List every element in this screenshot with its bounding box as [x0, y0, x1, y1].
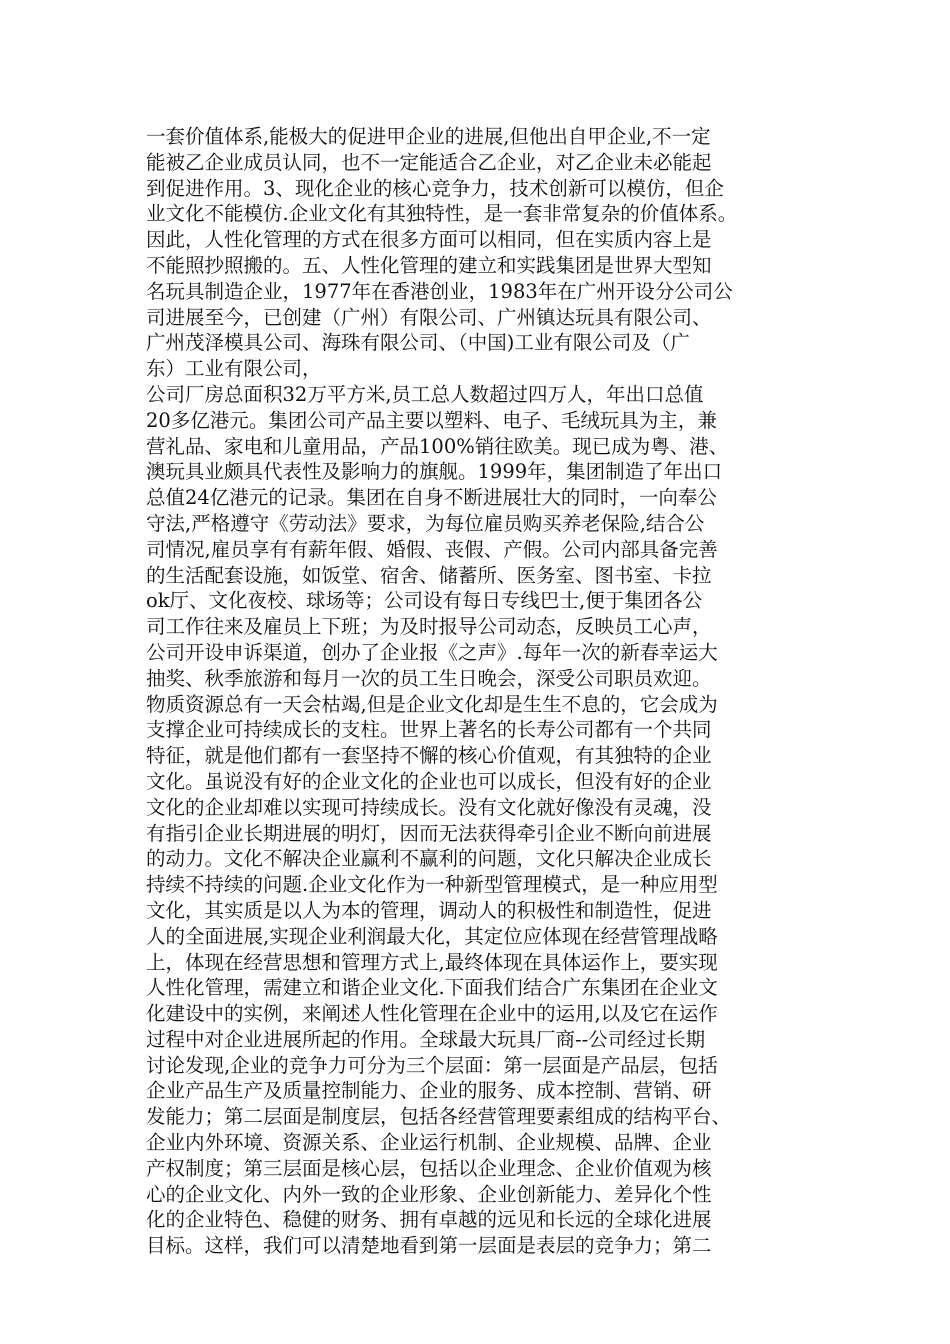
text-line: 过程中对企业进展所起的作用。全球最大玩具厂商--公司经过长期 — [146, 1027, 706, 1051]
text-line: 抽奖、秋季旅游和每月一次的员工生日晚会，深受公司职员欢迎。 — [146, 666, 712, 690]
text-line: 公司厂房总面积32万平方米,员工总人数超过四万人，年出口总值 — [146, 382, 704, 406]
text-line: 文化的企业却难以实现可持续成长。没有文化就好像没有灵魂，没 — [146, 795, 712, 819]
text-line: 文化，其实质是以人为本的管理，调动人的积极性和制造性，促进 — [146, 898, 712, 922]
text-line: 广州茂泽模具公司、海珠有限公司、（中国)工业有限公司及（广 — [146, 331, 690, 355]
text-line: 企业产品生产及质量控制能力、企业的服务、成本控制、营销、研 — [146, 1079, 712, 1103]
text-line: 有指引企业长期进展的明灯，因而无法获得牵引企业不断向前进展 — [146, 821, 712, 845]
text-line: 的动力。文化不解决企业赢利不赢利的问题，文化只解决企业成长 — [146, 847, 712, 871]
text-line: 人的全面进展,实现企业利润最大化，其定位应体现在经营管理战略 — [146, 924, 718, 948]
text-line: 澳玩具业颇具代表性及影响力的旗舰。1999年，集团制造了年出口 — [146, 460, 723, 484]
text-line: 化的企业特色、稳健的财务、拥有卓越的远见和长远的全球化进展 — [146, 1208, 712, 1232]
text-line: 化建设中的实例，来阐述人性化管理在企业中的运用,以及它在运作 — [146, 1002, 718, 1026]
text-line: 讨论发现,企业的竞争力可分为三个层面：第一层面是产品层，包括 — [146, 1053, 718, 1077]
text-line: 名玩具制造企业，1977年在香港创业，1983年在广州开设分公司公 — [146, 279, 733, 303]
text-line: 营礼品、家电和儿童用品，产品100%销往欧美。现已成为粤、港、 — [146, 434, 729, 458]
text-line: 20多亿港元。集团公司产品主要以塑料、电子、毛绒玩具为主，兼 — [146, 408, 717, 432]
text-line: 上，体现在经营思想和管理方式上,最终体现在具体运作上，要实现 — [146, 950, 718, 974]
text-line: 心的企业文化、内外一致的企业形象、企业创新能力、差异化个性 — [146, 1182, 712, 1206]
text-line: ok厅、文化夜校、球场等；公司设有每日专线巴士,便于集团各公 — [146, 589, 703, 613]
text-line: 守法,严格遵守《劳动法》要求，为每位雇员购买养老保险,结合公 — [146, 511, 705, 535]
text-line: 支撑企业可持续成长的支柱。世界上著名的长寿公司都有一个共同 — [146, 718, 712, 742]
text-line: 的生活配套设施，如饭堂、宿舍、储蓄所、医务室、图书室、卡拉 — [146, 563, 712, 587]
text-line: 产权制度；第三层面是核心层，包括以企业理念、企业价值观为核 — [146, 1156, 712, 1180]
text-line: 总值24亿港元的记录。集团在自身不断进展壮大的同时，一向奉公 — [146, 486, 717, 510]
text-line: 企业内外环境、资源关系、企业运行机制、企业规模、品牌、企业 — [146, 1131, 712, 1155]
text-line: 文化。虽说没有好的企业文化的企业也可以成长，但没有好的企业 — [146, 769, 712, 793]
text-line: 公司开设申诉渠道，创办了企业报《之声》.每年一次的新春幸运大 — [146, 640, 718, 664]
text-line: 持续不持续的问题.企业文化作为一种新型管理模式，是一种应用型 — [146, 873, 718, 897]
text-line: 一套价值体系,能极大的促进甲企业的进展,但他出自甲企业,不一定 — [146, 125, 711, 148]
text-line: 不能照抄照搬的。五、人性化管理的建立和实践集团是世界大型知 — [146, 253, 712, 277]
text-line: 东）工业有限公司， — [146, 357, 322, 381]
text-line: 到促进作用。3、现化企业的核心竞争力，技术创新可以模仿，但企 — [146, 176, 724, 200]
text-line: 能被乙企业成员认同，也不一定能适合乙企业，对乙企业未必能起 — [146, 150, 712, 174]
text-line: 业文化不能模仿.企业文化有其独特性，是一套非常复杂的价值体系。 — [146, 202, 738, 226]
text-line: 因此，人性化管理的方式在很多方面可以相同，但在实质内容上是 — [146, 228, 712, 252]
text-line: 目标。这样，我们可以清楚地看到第一层面是表层的竞争力；第二 — [146, 1234, 712, 1258]
text-line: 人性化管理，需建立和谐企业文化.下面我们结合广东集团在企业文 — [146, 976, 718, 1000]
text-line: 特征，就是他们都有一套坚持不懈的核心价值观，有其独特的企业 — [146, 744, 712, 768]
text-line: 物质资源总有一天会枯竭,但是企业文化却是生生不息的，它会成为 — [146, 692, 718, 716]
text-line: 司情况,雇员享有有薪年假、婚假、丧假、产假。公司内部具备完善 — [146, 537, 718, 561]
text-line: 司工作往来及雇员上下班；为及时报导公司动态，反映员工心声， — [146, 615, 712, 639]
body-text — [146, 124, 826, 1259]
text-line: 发能力；第二层面是制度层，包括各经营管理要素组成的结构平台、 — [146, 1105, 732, 1129]
text-line: 司进展至今，已创建（广州）有限公司、广州镇达玩具有限公司、 — [146, 305, 712, 329]
